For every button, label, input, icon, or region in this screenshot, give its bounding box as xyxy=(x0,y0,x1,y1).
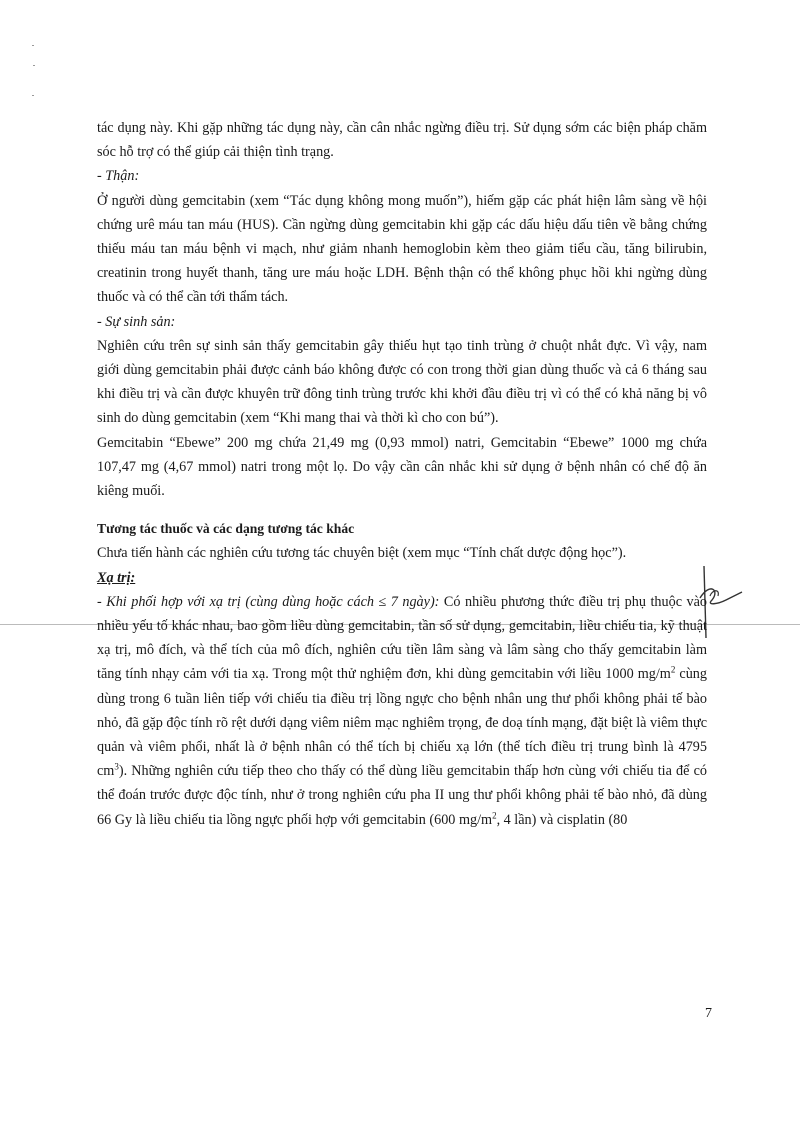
radiotherapy-text-b: cùng dùng trong 6 tuần liên tiếp với chiếu tia điều trị lồng ngực cho bệnh nhân ung thư phổi không phải tế bào nhỏ, đã gặp độc tính rõ rệt dưới dạng viêm niêm mạc nghiêm trọng, đe doạ tính mạng, đặt biệt là viêm thực quản và viêm phổi, nhất là ở bệnh nhân có thể tích bị chiếu xạ lớn (thể tích điều trị trung bình là 4795 cm xyxy=(97,666,707,780)
section-label-reproduction: - Sự sinh sản: xyxy=(97,313,176,330)
document-body xyxy=(97,116,707,832)
superscript-3: 3 xyxy=(114,761,119,772)
radiotherapy-text-a: Có nhiều phương thức điều trị phụ thuộc vào nhiều yếu tố khác nhau, bao gồm liều dùng gemcitabin, tần số sử dụng, gemcitabin, liều chiếu tia, kỹ thuật xạ trị, mô đích, và thể tích của mô đích, nghiên cứu tiền lâm sàng và lâm sàng cho thấy gemcitabin làm tăng tính nhạy cảm với tia xạ. Trong một thử nghiệm đơn, khi dùng gemcitabin với liều 1000 mg/m xyxy=(97,593,707,683)
paragraph-radiotherapy xyxy=(97,590,707,832)
radiotherapy-text-d: , 4 lần) và cisplatin (80 xyxy=(496,811,628,828)
radiotherapy-text-c: ). Những nghiên cứu tiếp theo cho thấy có thể dùng liều gemcitabin thấp hơn cùng với chiếu tia để có thể đoán trước được độc tính, như ở trong nghiên cứu pha II ung thư phổi không phải tế bào nhỏ, đã dùng 66 Gy là liều chiếu tia lồng ngực phối hợp với gemcitabin (600 mg/m xyxy=(97,763,707,828)
heading-drug-interactions: Tương tác thuốc và các dạng tương tác khác xyxy=(97,521,355,537)
page-number: 7 xyxy=(705,1006,712,1021)
paragraph-sodium-content: Gemcitabin “Ebewe” 200 mg chứa 21,49 mg (0,93 mmol) natri, Gemcitabin “Ebewe” 1000 mg chứa 107,47 mg (4,67 mmol) natri trong một lọ. Do vậy cần cân nhắc khi sử dụng ở bệnh nhân có chế độ ăn kiêng muối. xyxy=(97,434,707,500)
paragraph-kidney: Ở người dùng gemcitabin (xem “Tác dụng không mong muốn”), hiếm gặp các phát hiện lâm sàng về hội chứng urê máu tan máu (HUS). Cần ngừng dùng gemcitabin khi gặp các dấu hiệu dấu tiên về bằng chứng thiếu máu tan máu bệnh vi mạch, như giảm nhanh hemoglobin kèm theo giảm tiểu cầu, tăng bilirubin, creatinin trong huyết thanh, tăng ure máu hoặc LDH. Bệnh thận có thể không phục hồi khi ngừng dùng thuốc và có thể cần tới thẩm tách. xyxy=(97,192,707,306)
paragraph-reproduction: Nghiên cứu trên sự sinh sản thấy gemcitabin gây thiếu hụt tạo tinh trùng ở chuột nhắt đực. Vì vậy, nam giới dùng gemcitabin phải được cảnh báo không được có con trong thời gian dùng thuốc và cả 6 tháng sau khi điều trị và cần được khuyên trữ đông tinh trùng trước khi khởi đầu điều trị vì có thể có khả năng bị vô sinh do dùng gemcitabin (xem “Khi mang thai và thời kì cho con bú”). xyxy=(97,337,707,427)
radiotherapy-lead: - Khi phối hợp với xạ trị (cùng dùng hoặc cách ≤ 7 ngày): xyxy=(97,593,440,610)
heading-radiotherapy: Xạ trị: xyxy=(97,569,136,586)
paragraph-continuation: tác dụng này. Khi gặp những tác dụng này, cần cân nhắc ngừng điều trị. Sử dụng sớm các biện pháp chăm sóc hỗ trợ có thể giúp cải thiện tình trạng. xyxy=(97,120,707,161)
paragraph-interactions: Chưa tiến hành các nghiên cứu tương tác chuyên biệt (xem mục “Tính chất dược động học”). xyxy=(97,545,627,562)
section-label-kidney: - Thận: xyxy=(97,168,140,185)
superscript-2b: 2 xyxy=(492,809,497,820)
superscript-2: 2 xyxy=(670,664,676,675)
